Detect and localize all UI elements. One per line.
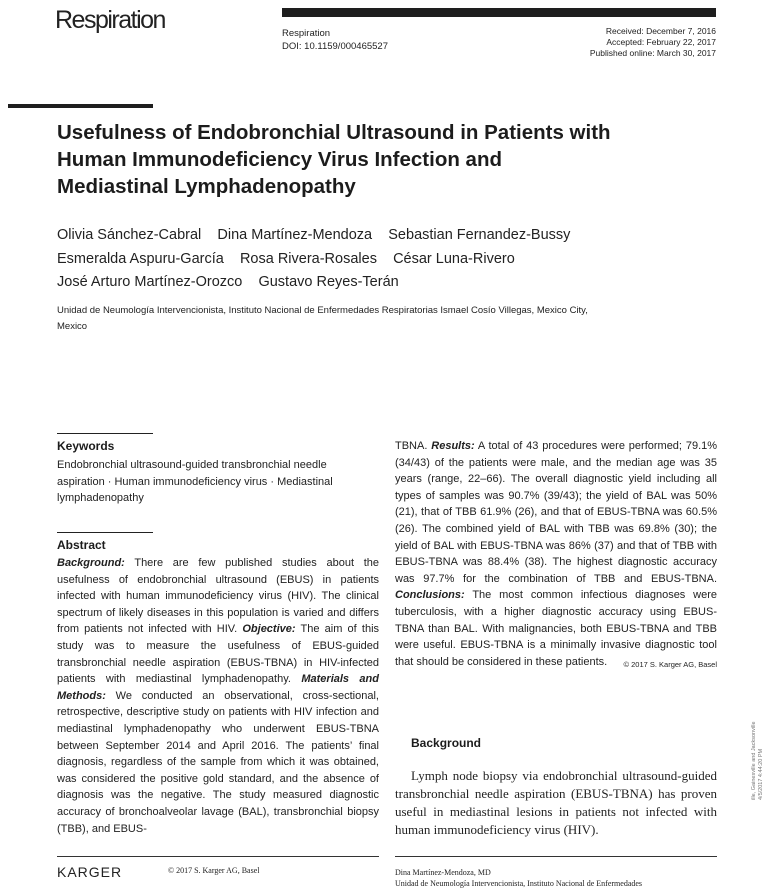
author: César Luna-Rivero — [393, 250, 515, 267]
conclusions-text: The most common infectious diagnoses were tuberculosis, with a higher diagnostic accuracy using EBUS-TBNA than BAL. With malignancies, both EBUS-TBNA and TBB were useful. EBUS-TBNA is a minimally invasive diagnostic tool that should be considered in these patients. — [395, 589, 718, 668]
download-note — [751, 721, 764, 800]
accepted-date: Accepted: February 22, 2017 — [606, 37, 716, 47]
header-bar — [282, 8, 716, 17]
keywords-heading: Keywords — [57, 439, 115, 453]
abstract-column-2 — [395, 438, 717, 673]
published-date: Published online: March 30, 2017 — [589, 48, 716, 58]
correspondence — [395, 867, 642, 889]
methods-label: Materials and Methods: — [57, 673, 379, 702]
author: Dina Martínez-Mendoza — [217, 227, 373, 243]
correspondence-name: Dina Martínez-Mendoza, MD — [395, 868, 491, 877]
results-text: A total of 43 procedures were performed; 79.1% (34/43) of the patients were male, and the median age was 35 years (range, 22–66). The overall diagnostic yield including all types of samples was 90.7% (39/43); the yield of BAL was 50% (21), that of TBB 61.9% (26), and that of EBUS-TBNA was 60.5% (26). The combined yield of BAL with TBB was 69.8% (30); the yield of BAL with EBUS-TBNA was 86% (37) and that of TBB with EBUS-TBNA was 88.4% (38). The highest diagnostic accuracy was 97.7% for the combination of TBB and EBUS-TBNA. — [395, 440, 718, 585]
author-line-2 — [57, 248, 617, 272]
keywords-text: Endobronchial ultrasound-guided transbronchial needle aspiration · Human immunodeficiency virus · Mediastinal lymphadenopathy — [57, 459, 333, 504]
abstract-rule — [57, 532, 153, 533]
download-note-line-1: ille, Gainesville and Jacksonville — [751, 721, 757, 800]
author-list — [57, 224, 617, 295]
journal-name: Respiration — [282, 28, 331, 39]
author: Olivia Sánchez-Cabral — [57, 227, 202, 243]
author: Esmeralda Aspuru-García — [57, 250, 224, 267]
download-note-line-2: 4/5/2017 4:44:20 PM — [757, 748, 764, 800]
received-date: Received: December 7, 2016 — [605, 26, 716, 36]
background-heading: Background — [411, 736, 482, 750]
methods-text: We conducted an observational, cross-sectional, retrospective, descriptive study on patients with HIV infection and mediastinal lymphadenopathy who underwent EBUS-TBNA between September 2014 and April 2016. The patients’ final diagnosis, regardless of the sample from which it was obtained, was considered the positive gold standard, and the absence of diagnosis was the negative. The study measured diagnostic accuracy of bronchoalveolar lavage (BAL), transbronchial biopsy (TBB), and EBUS- — [57, 689, 379, 835]
affiliation: Unidad de Neumología Intervencionista, Instituto Nacional de Enfermedades Respiratorias Ismael Cosío Villegas, Mexico City, Mexico — [57, 305, 588, 332]
conclusions-label: Conclusions: — [395, 589, 465, 602]
article-dates — [590, 26, 716, 59]
column-2-start: TBNA. — [395, 440, 428, 452]
abstract-column-1 — [57, 555, 379, 837]
journal-info — [282, 27, 388, 53]
objective-text: The aim of this study was to measure the usefulness of EBUS-guided transbronchial needle aspiration (EBUS-TBNA) in HIV-infected patients with mediastinal lymphadenopathy. — [57, 623, 380, 686]
results-label: Results: — [431, 440, 475, 452]
footer-copyright: © 2017 S. Karger AG, Basel — [168, 866, 260, 875]
author: Gustavo Reyes-Terán — [258, 274, 399, 290]
keywords-rule — [57, 433, 153, 434]
author-line-1 — [57, 224, 617, 248]
footer-rule-right — [395, 856, 717, 857]
abstract-heading: Abstract — [57, 538, 106, 552]
author: Rosa Rivera-Rosales — [239, 250, 377, 267]
author-line-3 — [57, 271, 617, 295]
background-label: Background: — [57, 557, 125, 569]
doi[interactable]: DOI: 10.1159/000465527 — [282, 41, 388, 52]
author: Sebastian Fernandez-Bussy — [388, 227, 571, 243]
background-text: There are few published studies about the usefulness of endobronchial ultrasound (EBUS) in patients infected with human immunodeficiency virus (HIV). The clinical spectrum of likely diseases in this population is varied and differs from patients not infected with HIV. — [57, 557, 380, 636]
author: José Arturo Martínez-Orozco — [57, 274, 243, 290]
title-rule — [8, 104, 153, 108]
objective-label: Objective: — [242, 623, 296, 636]
background-body: Lymph node biopsy via endobronchial ultrasound-guided transbronchial needle aspiration (EBUS-TBNA) has proven useful in mediastinal lesions in patients not infected with human immunodeficiency virus (HIV). — [395, 768, 717, 837]
publisher-logo: KARGER — [57, 864, 123, 880]
footer-rule-left — [57, 856, 379, 857]
correspondence-affiliation: Unidad de Neumología Intervencionista, Instituto Nacional de Enfermedades — [395, 879, 643, 888]
article-title: Usefulness of Endobronchial Ultrasound in Patients with Human Immunodeficiency Virus Infection and Mediastinal Lymphadenopathy — [57, 121, 611, 198]
abstract-copyright: © 2017 S. Karger AG, Basel — [623, 659, 717, 669]
journal-logo: Respiration — [55, 6, 165, 34]
